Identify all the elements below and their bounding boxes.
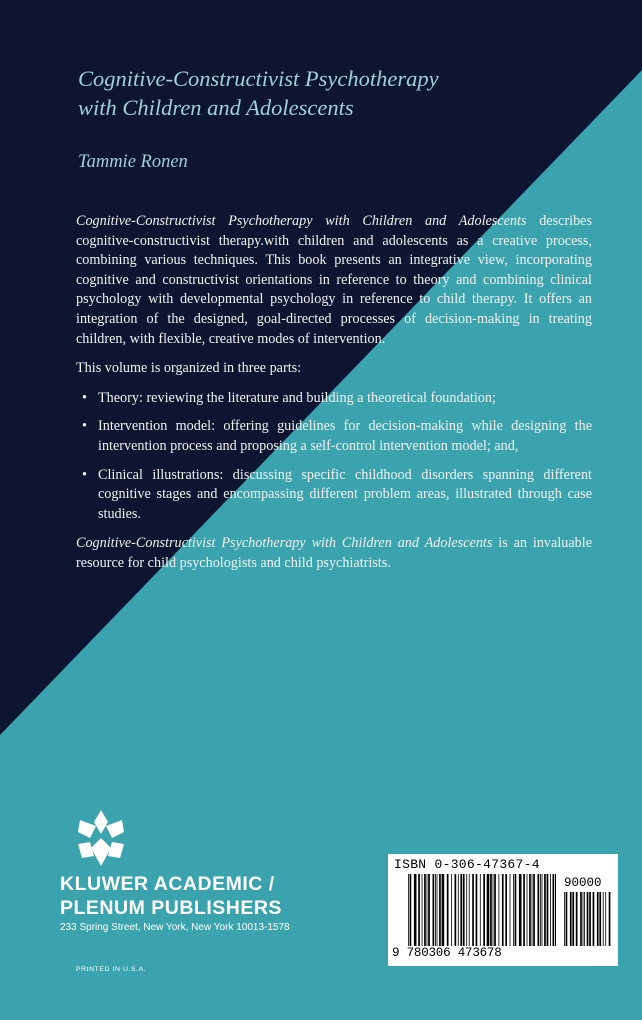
- barcode-bar: [510, 874, 511, 946]
- bullet-icon: •: [82, 466, 87, 483]
- barcode-bar: [480, 874, 481, 946]
- author-name: Tammie Ronen: [78, 152, 188, 172]
- barcode-bar: [476, 874, 478, 946]
- barcode-bar: [576, 892, 578, 946]
- barcode-bar: [566, 892, 568, 946]
- barcode-bar: [414, 874, 417, 946]
- barcode-bar: [593, 892, 595, 946]
- barcode-bar: [499, 874, 500, 946]
- title-line-2: with Children and Adolescents: [78, 95, 354, 120]
- barcode-bar: [599, 892, 601, 946]
- book-title: [78, 64, 598, 122]
- barcode-bar: [542, 874, 543, 946]
- barcode-bar: [469, 874, 470, 946]
- barcode-bar: [428, 874, 430, 946]
- closing-text: is an invaluable resource for child psychologists and child psychiatrists.: [76, 535, 592, 571]
- closing-paragraph: [76, 534, 592, 573]
- barcode-bar: [605, 892, 606, 946]
- list-item: [76, 389, 592, 409]
- bullet-icon: •: [82, 418, 87, 435]
- publisher-name: [60, 872, 282, 920]
- barcode-bar: [502, 874, 504, 946]
- publisher-line-2: PLENUM PUBLISHERS: [60, 897, 282, 919]
- barcode-bar: [580, 892, 582, 946]
- barcode-bar: [422, 874, 423, 946]
- bullet-text: Intervention model: offering guidelines for decision-making while designing the intervention process and proposing a self-control intervention model; and,: [98, 418, 592, 454]
- barcode-bar: [455, 874, 457, 946]
- barcode-bar: [410, 874, 412, 946]
- barcode-bar: [472, 874, 474, 946]
- barcode-box: [388, 854, 618, 966]
- barcode-bar: [584, 892, 585, 946]
- barcode-bar: [540, 874, 541, 946]
- barcode-bar: [427, 874, 428, 946]
- closing-title-italic: Cognitive-Constructivist Psychotherapy with Children and Adolescents: [76, 535, 493, 552]
- barcode-bar: [533, 874, 535, 946]
- parts-intro: This volume is organized in three parts:: [76, 360, 302, 377]
- ean-number: 9 780306 473678: [392, 946, 502, 960]
- barcode-bar: [466, 874, 467, 946]
- publisher-logo-icon: [76, 808, 126, 870]
- barcode-bar: [433, 874, 435, 946]
- barcode-bar: [515, 874, 517, 946]
- bullet-text: Theory: reviewing the literature and building a theoretical foundation;: [98, 389, 496, 406]
- barcode-bar: [587, 892, 589, 946]
- printed-in-label: PRINTED IN U.S.A.: [76, 966, 147, 973]
- intro-paragraph: [76, 212, 592, 349]
- barcode-bar: [447, 874, 449, 946]
- barcode-bar: [435, 874, 436, 946]
- barcode-bar: [550, 874, 551, 946]
- barcode-bar: [505, 874, 507, 946]
- isbn-label: ISBN 0-306-47367-4: [394, 857, 540, 872]
- publisher-line-1: KLUWER ACADEMIC /: [60, 873, 275, 895]
- barcode-bar: [490, 874, 492, 946]
- barcode-bar: [460, 874, 462, 946]
- barcode-bar: [553, 874, 555, 946]
- barcode-bar: [547, 874, 549, 946]
- bullet-text: Clinical illustrations: discussing specific childhood disorders spanning different cognitive stages and encompassing different problem areas, illustrated through case studies.: [98, 466, 592, 522]
- barcode-bar: [527, 874, 528, 946]
- barcode-bar: [463, 874, 465, 946]
- price-code: 90000: [564, 876, 602, 890]
- barcode-bar: [408, 874, 409, 946]
- barcode-bar: [437, 874, 438, 946]
- barcode-bar: [442, 874, 445, 946]
- description: [76, 212, 592, 584]
- barcode-bar: [483, 874, 485, 946]
- publisher-address: 233 Spring Street, New York, New York 10013-1578: [60, 922, 290, 933]
- barcode-bar: [603, 892, 604, 946]
- barcode-addon-bars: [564, 892, 612, 946]
- barcode-bar: [451, 874, 452, 946]
- parts-list: [76, 389, 592, 525]
- barcode-bar: [583, 892, 584, 946]
- barcode-bar: [458, 874, 459, 946]
- barcode-bar: [609, 892, 611, 946]
- barcode-bar: [544, 874, 546, 946]
- barcode-bar: [494, 874, 496, 946]
- barcode-bars: [408, 874, 556, 946]
- list-item: [76, 417, 592, 456]
- barcode-bar: [493, 874, 494, 946]
- barcode-bar: [597, 892, 599, 946]
- bullet-icon: •: [82, 389, 87, 406]
- barcode-bar: [589, 892, 591, 946]
- intro-title-italic: Cognitive-Constructivist Psychotherapy with Children and Adolescents: [76, 213, 527, 229]
- barcode-bar: [555, 874, 556, 946]
- barcode-bar: [487, 874, 490, 946]
- barcode-bar: [439, 874, 441, 946]
- barcode-bar: [529, 874, 531, 946]
- barcode-bar: [570, 892, 572, 946]
- barcode-bar: [519, 874, 522, 946]
- barcode-bar: [538, 874, 540, 946]
- barcode-bar: [418, 874, 420, 946]
- barcode-bar: [532, 874, 533, 946]
- barcode-bar: [513, 874, 514, 946]
- barcode-bar: [564, 892, 565, 946]
- barcode-bar: [572, 892, 574, 946]
- title-line-1: Cognitive-Constructivist Psychotherapy: [78, 66, 439, 91]
- barcode-bar: [424, 874, 426, 946]
- list-item: [76, 466, 592, 525]
- barcode-bar: [523, 874, 525, 946]
- intro-text: describes cognitive-constructivist therapy.with children and adolescents as a creative process, combining various techniques. This book presents an integrative view, incorporating cognitive and constructivist orientations in reference to theory and combining clinical psychology with developmental psychology in reference to child therapy. It offers an integration of the designed, goal-directed processes of decision-making in treating children, with flexible, creative modes of intervention.: [76, 213, 592, 347]
